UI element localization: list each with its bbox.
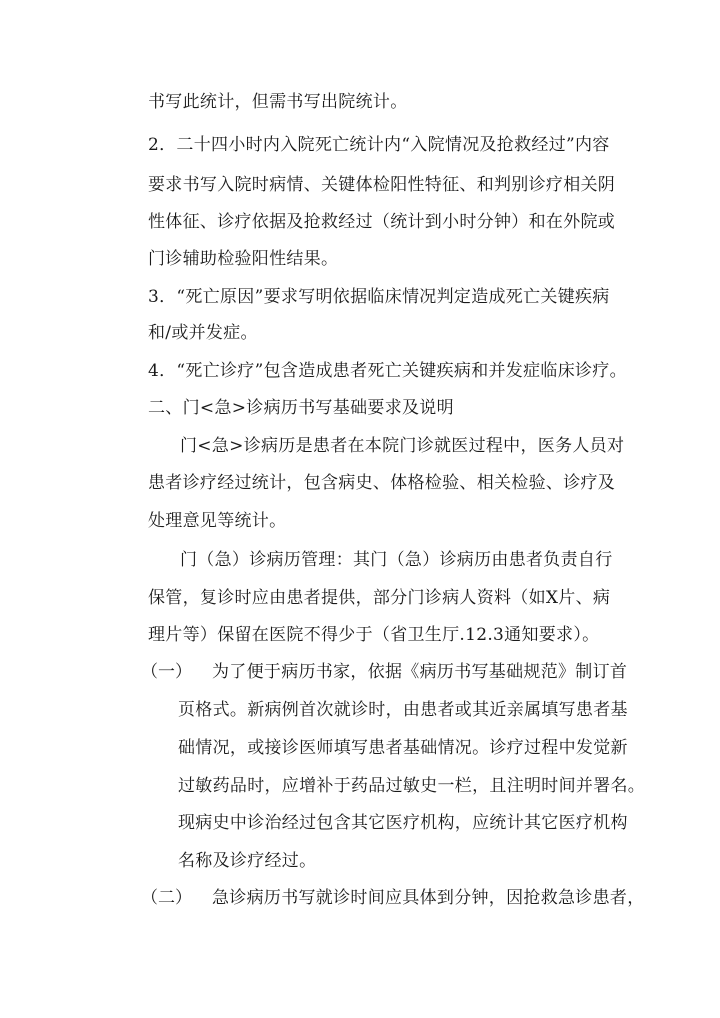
intro-line-3: 处理意见等统计。 <box>148 511 287 531</box>
item-2-line-2: 要求书写入院时病情、关键体检阳性特征、和判别诊疗相关阴 <box>148 175 616 195</box>
sub-item-1-line-6: 名称及诊疗经过。 <box>178 851 317 871</box>
sub-item-1-line-2: 页格式。新病例首次就诊时，由患者或其近亲属填写患者基 <box>178 700 628 720</box>
item-2-line-4: 门诊辅助检验阳性结果。 <box>148 249 339 269</box>
management-line-2: 保管，复诊时应由患者提供，部分门诊病人资料（如X片、病 <box>148 588 611 608</box>
intro-line-1: 门<急>诊病历是患者在本院门诊就医过程中，医务人员对 <box>180 436 625 456</box>
intro-line-2: 患者诊疗经过统计，包含病史、体格检验、相关检验、诊疗及 <box>148 473 616 493</box>
item-3-line-2: 和/或并发症。 <box>148 323 258 343</box>
sub-item-2-first-line: 急诊病历书写就诊时间应具体到分钟，因抢救急诊患者， <box>212 888 645 908</box>
sub-item-1-marker: （一） <box>141 662 192 682</box>
sub-item-1-line-5: 现病史中诊治经过包含其它医疗机构，应统计其它医疗机构 <box>178 813 628 833</box>
paragraph-continuation: 书写此统计，但需书写出院统计。 <box>148 92 408 112</box>
item-4: 4．“死亡诊疗”包含造成患者死亡关键疾病和并发症临床诊疗。 <box>148 361 627 381</box>
item-3-line-1: 3．“死亡原因”要求写明依据临床情况判定造成死亡关键疾病 <box>148 287 610 307</box>
section-heading-2: 二、门<急>诊病历书写基础要求及说明 <box>148 398 454 418</box>
sub-item-1-first-line: 为了便于病历书家，依据《病历书写基础规范》制订首 <box>212 662 628 682</box>
sub-item-1-line-3: 础情况，或接诊医师填写患者基础情况。诊疗过程中发觉新 <box>178 738 628 758</box>
management-line-1: 门（急）诊病历管理：其门（急）诊病历由患者负责自行 <box>180 550 613 570</box>
sub-item-1-line-4: 过敏药品时，应增补于药品过敏史一栏，且注明时间并署名。 <box>178 776 646 796</box>
item-2-line-1: 2．二十四小时内入院死亡统计内“入院情况及抢救经过”内容 <box>148 135 610 155</box>
sub-item-2-marker: （二） <box>141 888 192 908</box>
management-line-3: 理片等）保留在医院不得少于（省卫生厅.12.3通知要求）。 <box>148 625 600 645</box>
item-2-line-3: 性体征、诊疗依据及抢救经过（统计到小时分钟）和在外院或 <box>148 212 616 232</box>
